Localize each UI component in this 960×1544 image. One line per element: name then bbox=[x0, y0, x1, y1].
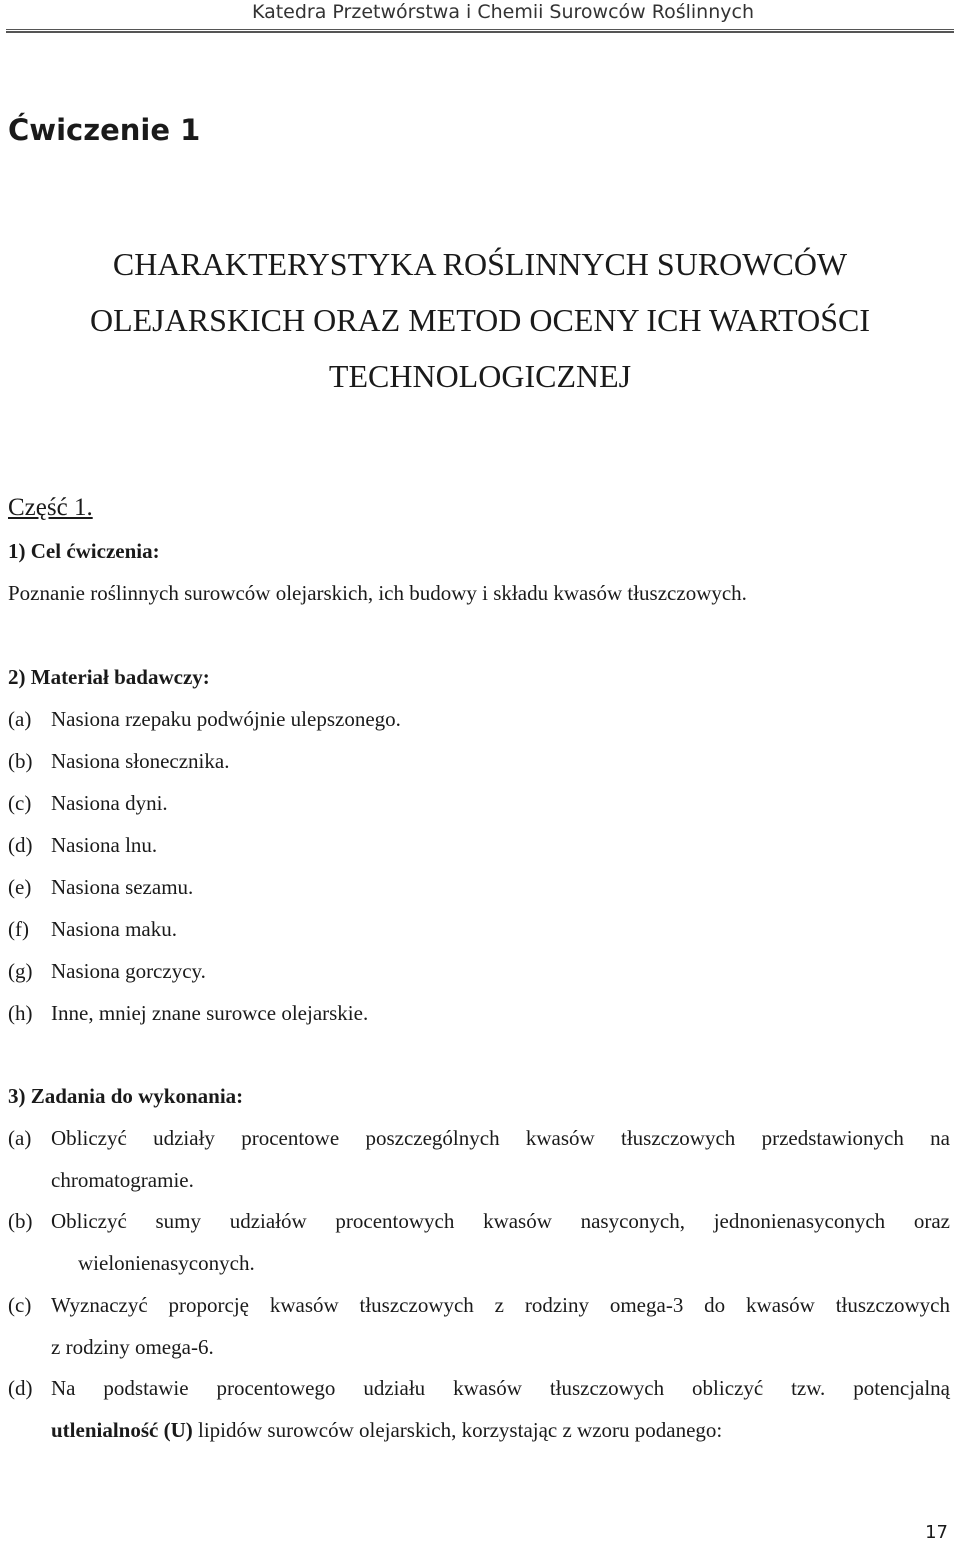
task-item-continuation bbox=[51, 1416, 722, 1444]
item-text: Nasiona maku. bbox=[51, 917, 177, 941]
item-marker: (d) bbox=[8, 1376, 33, 1400]
item-marker: (g) bbox=[8, 959, 33, 983]
page-number: 17 bbox=[925, 1522, 948, 1543]
oxidizability-term: utlenialność (U) bbox=[51, 1418, 193, 1442]
item-text: Obliczyć sumy udziałów procentowych kwasów nasyconych, jednonienasyconych oraz bbox=[51, 1209, 950, 1233]
item-text: Na podstawie procentowego udziału kwasów tłuszczowych obliczyć tzw. potencjalną bbox=[51, 1376, 950, 1400]
item-marker: (h) bbox=[8, 1001, 33, 1025]
running-header bbox=[0, 0, 960, 30]
item-text: Nasiona gorczycy. bbox=[51, 959, 206, 983]
item-text: Obliczyć udziały procentowe poszczególnych kwasów tłuszczowych przedstawionych na bbox=[51, 1126, 950, 1150]
exercise-title: Ćwiczenie 1 bbox=[8, 113, 201, 147]
item-marker: (a) bbox=[8, 1126, 32, 1150]
task-item-continuation: chromatogramie. bbox=[51, 1168, 194, 1192]
item-text: Nasiona sezamu. bbox=[51, 875, 194, 899]
header-rule bbox=[6, 29, 954, 33]
item-marker: (f) bbox=[8, 917, 29, 941]
task-item-continuation: z rodziny omega-6. bbox=[51, 1335, 214, 1359]
item-marker: (d) bbox=[8, 833, 33, 857]
item-marker: (e) bbox=[8, 875, 32, 899]
continuation-text: lipidów surowców olejarskich, korzystając z wzoru podanego: bbox=[198, 1418, 723, 1442]
item-text: Nasiona lnu. bbox=[51, 833, 158, 857]
item-text: Nasiona słonecznika. bbox=[51, 749, 230, 773]
item-marker: (b) bbox=[8, 1209, 33, 1233]
item-text: Nasiona dyni. bbox=[51, 791, 168, 815]
task-item-continuation: wielonienasyconych. bbox=[78, 1251, 255, 1275]
title-line-2: OLEJARSKICH ORAZ METOD OCENY ICH WARTOŚCI bbox=[89, 302, 871, 338]
item-marker: (a) bbox=[8, 707, 32, 731]
header-text: Katedra Przetwórstwa i Chemii Surowców Roślinnych bbox=[251, 1, 754, 23]
goal-text: Poznanie roślinnych surowców olejarskich, ich budowy i składu kwasów tłuszczowych. bbox=[8, 581, 747, 605]
item-text: Wyznaczyć proporcję kwasów tłuszczowych z rodziny omega-3 do kwasów tłuszczowych bbox=[51, 1293, 950, 1317]
title-line-1: CHARAKTERYSTYKA ROŚLINNYCH SUROWCÓW bbox=[112, 246, 848, 282]
goal-heading: 1) Cel ćwiczenia: bbox=[8, 539, 160, 563]
part-heading: Część 1. bbox=[8, 494, 93, 521]
item-marker: (c) bbox=[8, 1293, 32, 1317]
item-text: Inne, mniej znane surowce olejarskie. bbox=[51, 1001, 369, 1025]
item-text: Nasiona rzepaku podwójnie ulepszonego. bbox=[51, 707, 401, 731]
material-heading: 2) Materiał badawczy: bbox=[8, 665, 210, 689]
item-marker: (c) bbox=[8, 791, 32, 815]
document-title bbox=[0, 236, 960, 404]
title-line-3: TECHNOLOGICZNEJ bbox=[328, 358, 632, 394]
item-marker: (b) bbox=[8, 749, 33, 773]
tasks-heading: 3) Zadania do wykonania: bbox=[8, 1084, 244, 1108]
